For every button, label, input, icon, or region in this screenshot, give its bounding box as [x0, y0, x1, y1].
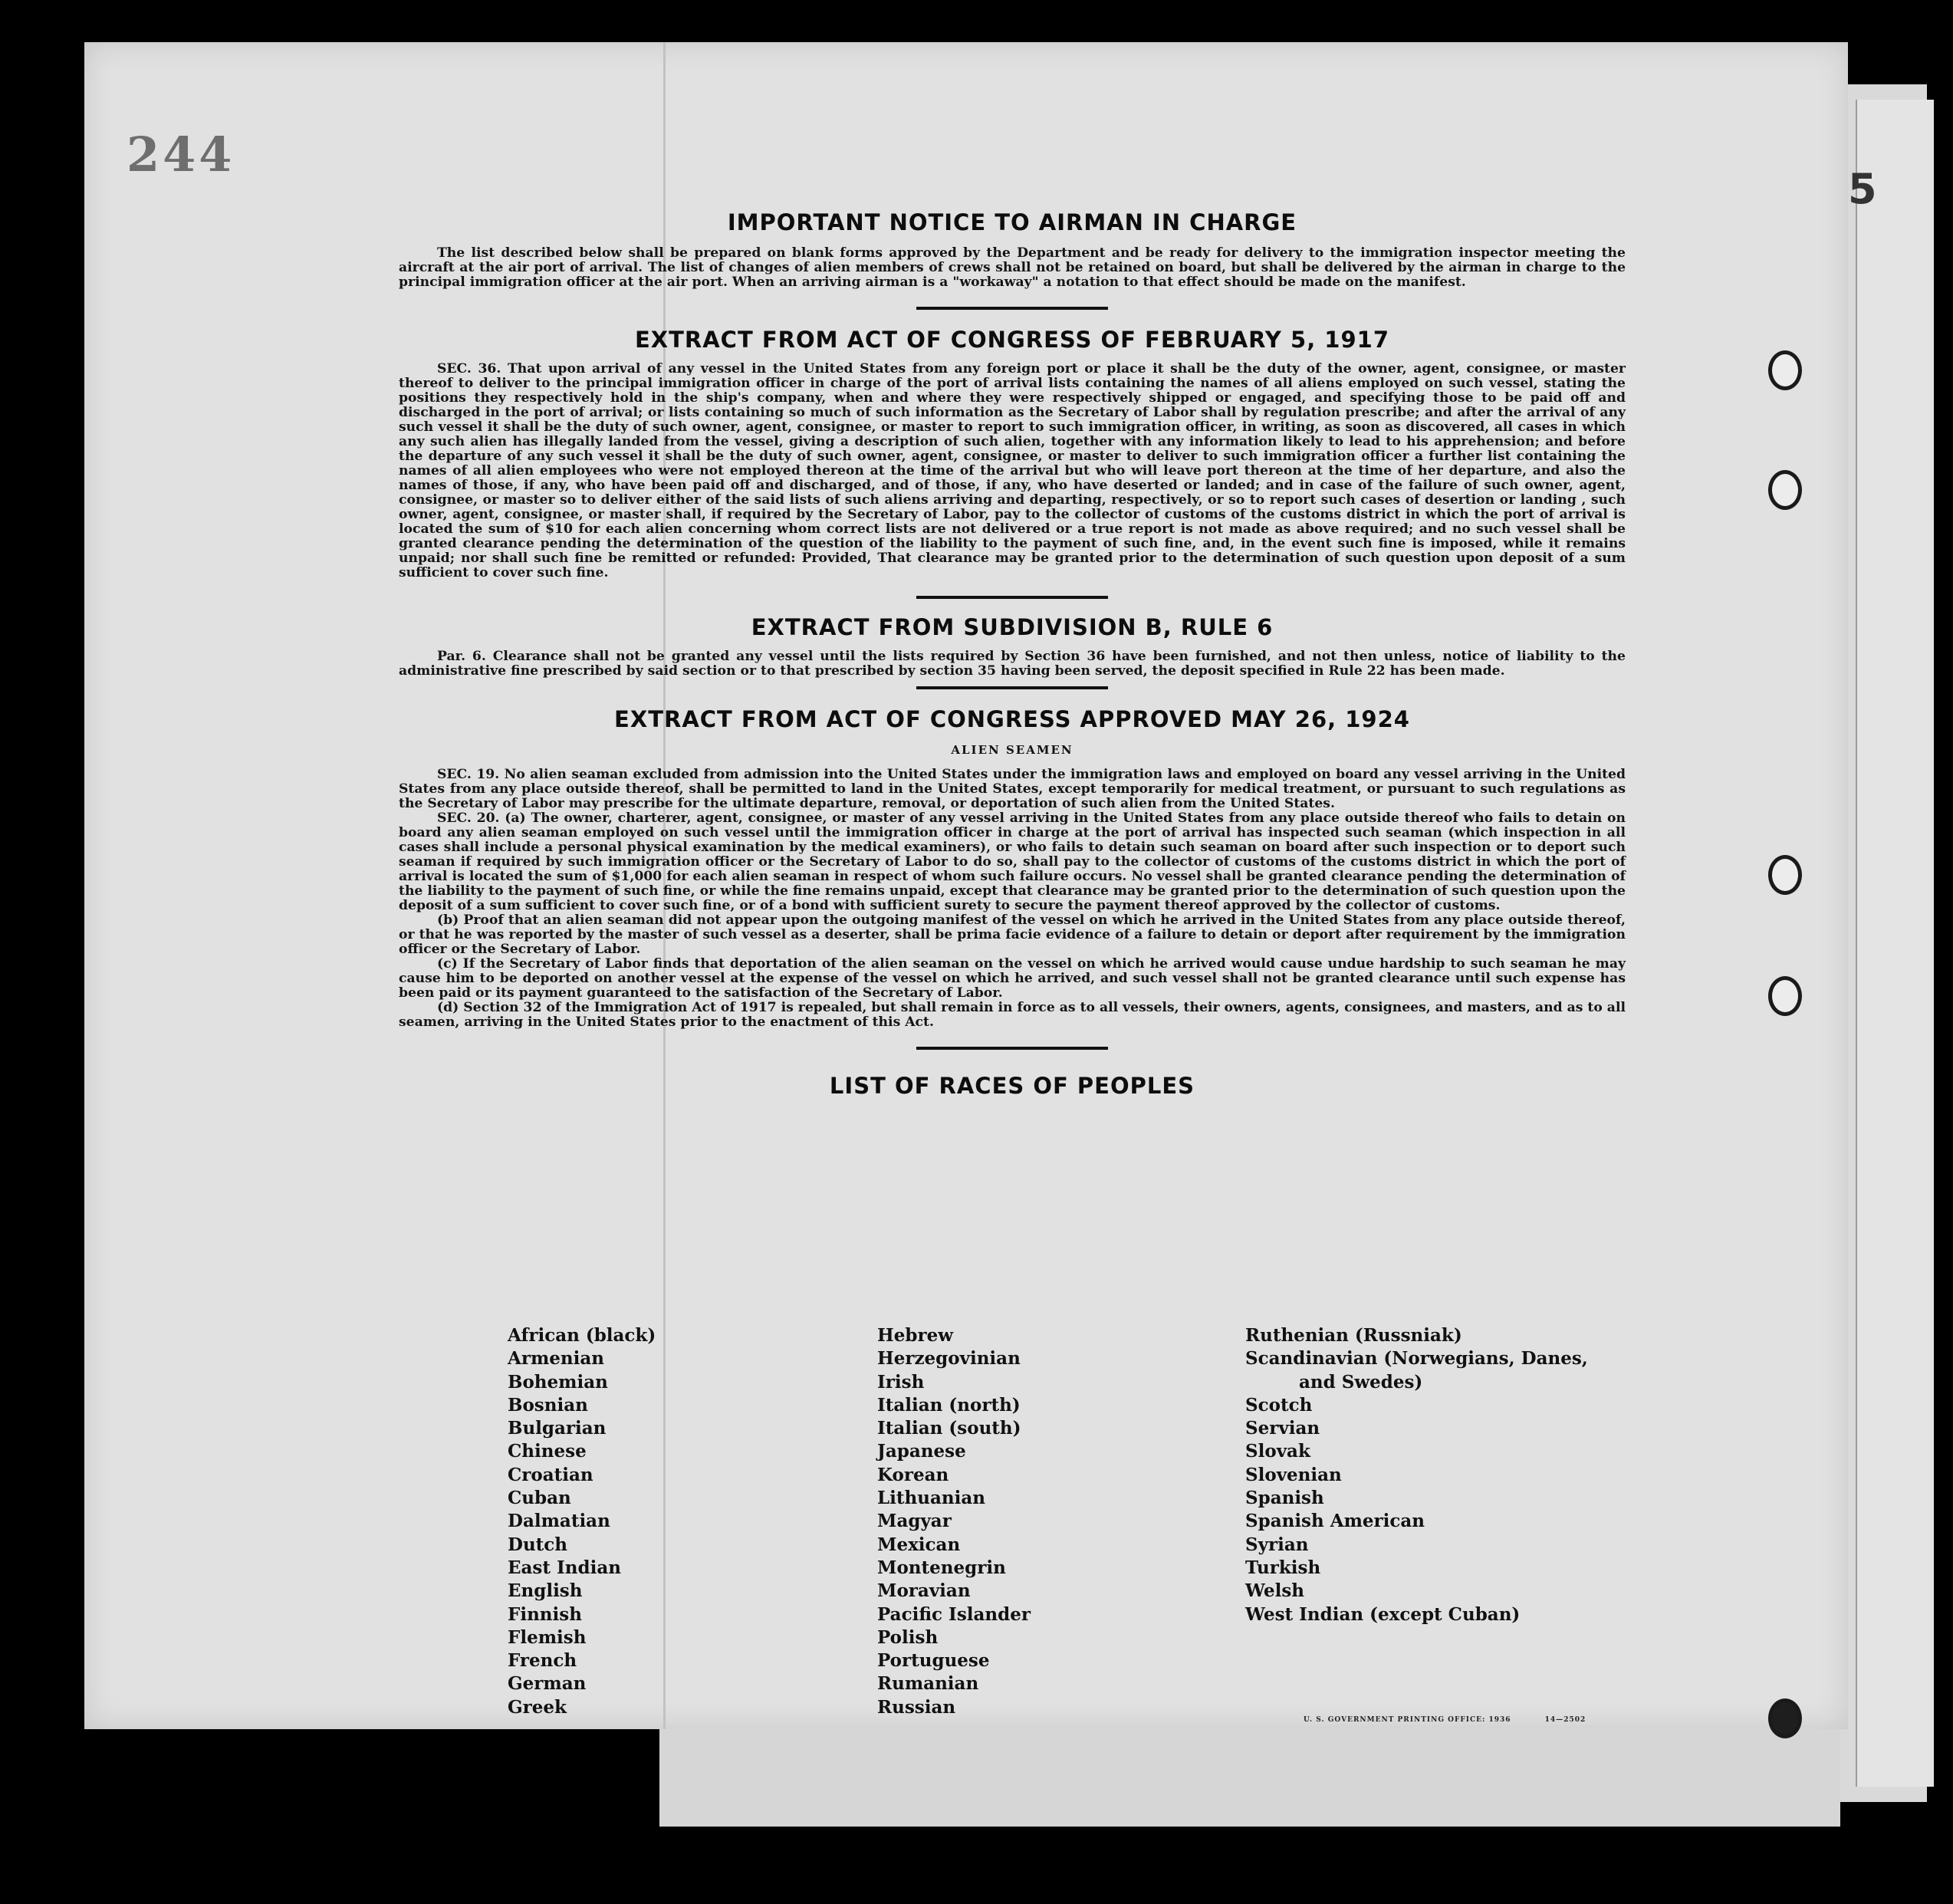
section-divider	[916, 1047, 1108, 1050]
race-item: West Indian (except Cuban)	[1245, 1603, 1521, 1625]
notice-paragraph: The list described below shall be prepared on blank forms approved by the Department and be ready for delivery to the immigration inspector meeting the aircraft at the air port of arrival. The list of changes of alien members of crews shall not be retained on board, but shall be delivered by the airman in charge to the principal immigration officer at the air port. When an arriving airman is a "workaway" a notation to that effect should be made on the manifest.	[399, 245, 1626, 290]
race-item: Bulgarian	[508, 1418, 607, 1439]
race-item: Ruthenian (Russniak)	[1245, 1325, 1462, 1346]
race-item: Armenian	[508, 1348, 605, 1370]
act-1924-title: EXTRACT FROM ACT OF CONGRESS APPROVED MAY 26, 1924	[614, 706, 1410, 732]
binder-hole-icon	[1768, 1698, 1802, 1738]
race-item: Dalmatian	[508, 1511, 610, 1532]
race-item: Irish	[877, 1371, 925, 1393]
notice-title: IMPORTANT NOTICE TO AIRMAN IN CHARGE	[727, 209, 1297, 235]
section-divider	[916, 307, 1108, 310]
race-item: Scandinavian (Norwegians, Danes,	[1245, 1348, 1588, 1370]
race-item: Spanish	[1245, 1488, 1324, 1509]
race-item: German	[508, 1673, 587, 1695]
race-item: Japanese	[877, 1441, 966, 1462]
race-item: East Indian	[508, 1557, 621, 1578]
race-item: English	[508, 1580, 583, 1602]
races-column-1	[508, 1324, 656, 1719]
race-item: French	[508, 1650, 577, 1672]
race-item: Magyar	[877, 1511, 952, 1532]
form-number: 14—2502	[1544, 1716, 1586, 1724]
race-item: Spanish American	[1245, 1511, 1425, 1532]
side-mark: 5	[1848, 165, 1877, 213]
sec-20d-paragraph: (d) Section 32 of the Immigration Act of 1917 is repealed, but shall remain in force as to all vessels, their owners, agents, consignees, and masters, and as to all seamen, arriving in the United States prior to the enactment of this Act.	[399, 1000, 1626, 1030]
race-item: Italian (north)	[877, 1394, 1021, 1416]
race-item: Cuban	[508, 1488, 571, 1509]
race-item: and Swedes)	[1299, 1371, 1423, 1393]
act-1924-subtitle: ALIEN SEAMEN	[951, 743, 1073, 757]
race-item: Portuguese	[877, 1650, 990, 1672]
race-item: Pacific Islander	[877, 1603, 1031, 1625]
races-title: LIST OF RACES OF PEOPLES	[829, 1073, 1195, 1099]
binder-hole-icon	[1768, 350, 1802, 390]
race-item: Welsh	[1245, 1580, 1304, 1602]
race-item: Chinese	[508, 1441, 587, 1462]
act-1917-title: EXTRACT FROM ACT OF CONGRESS OF FEBRUARY 5, 1917	[634, 327, 1390, 353]
printer-footer	[1304, 1716, 1586, 1724]
race-item: Bosnian	[508, 1394, 588, 1416]
race-item: Croatian	[508, 1464, 593, 1485]
race-item: Servian	[1245, 1418, 1320, 1439]
race-item: Greek	[508, 1696, 567, 1718]
sec-20b-paragraph: (b) Proof that an alien seaman did not appear upon the outgoing manifest of the vessel on which he arrived in the United States from any place outside thereof, or that he was reported by the master of such vessel as a deserter, shall be prima facie evidence of a failure to detain or deport after requirement by the immigration officer or the Secretary of Labor.	[399, 913, 1626, 957]
race-item: Mexican	[877, 1534, 961, 1555]
race-item: Korean	[877, 1464, 949, 1485]
document-content	[399, 165, 1626, 1099]
rule-6-paragraph: Par. 6. Clearance shall not be granted any vessel until the lists required by Section 36 have been furnished, and not then unless, notice of liability to the administrative fine prescribed by said section or to that prescribed by section 35 having been served, the deposit specified in Rule 22 has been made.	[399, 649, 1626, 679]
race-item: Italian (south)	[877, 1418, 1021, 1439]
races-column-3	[1245, 1324, 1588, 1626]
binder-hole-icon	[1768, 976, 1802, 1016]
sec-20c-paragraph: (c) If the Secretary of Labor finds that deportation of the alien seaman on the vessel on which he arrived would cause undue hardship to such seaman he may cause him to be deported on another vessel at the expense of the vessel on which he arrived, and such vessel shall not be granted clearance until such expense has been paid or its payment guaranteed to the satisfaction of the Secretary of Labor.	[399, 956, 1626, 1001]
race-item: Montenegrin	[877, 1557, 1006, 1578]
race-item: Syrian	[1245, 1534, 1309, 1555]
printer-credit: U. S. GOVERNMENT PRINTING OFFICE: 1936	[1304, 1716, 1511, 1724]
race-item: Herzegovinian	[877, 1348, 1021, 1370]
race-item: Slovenian	[1245, 1464, 1342, 1485]
race-item: Scotch	[1245, 1394, 1313, 1416]
races-column-2	[877, 1324, 1031, 1719]
binder-hole-icon	[1768, 470, 1802, 510]
section-divider	[916, 596, 1108, 599]
race-item: Polish	[877, 1626, 939, 1648]
rule-6-title: EXTRACT FROM SUBDIVISION B, RULE 6	[751, 614, 1274, 640]
back-sheet-layer	[1856, 100, 1934, 1787]
sec-20a-paragraph: SEC. 20. (a) The owner, charterer, agent, consignee, or master of any vessel arriving in the United States from any place outside thereof who fails to detain on board any alien seaman employed on such vessel until the immigration officer in charge at the port of arrival has inspected such seaman (which inspection in all cases shall include a personal physical examination by the medical examiners), or who fails to detain such seaman on board after such inspection or to deport such seaman if required by such immigration officer or the Secretary of Labor to do so, shall pay to the collector of customs of the customs district in which the port of arrival is located the sum of $1,000 for each alien seaman in respect of whom such failure occurs. No vessel shall be granted clearance pending the determination of the liability to the payment of such fine, or while the fine remains unpaid, except that clearance may be granted prior to the determination of such question upon the deposit of a sum sufficient to cover such fine, or of a bond with sufficient surety to secure the payment thereof approved by the collector of customs.	[399, 811, 1626, 913]
act-1917-paragraph: SEC. 36. That upon arrival of any vessel in the United States from any foreign port or place it shall be the duty of the owner, agent, consignee, or master thereof to deliver to the principal immigration officer in charge of the port of arrival lists containing the names of all aliens employed on such vessel, stating the positions they respectively hold in the ship's company, when and where they were respectively shipped or engaged, and specifying those to be paid off and discharged in the port of arrival; or lists containing so much of such information as the Secretary of Labor shall by regulation prescribe; and after the arrival of any such vessel it shall be the duty of such owner, agent, consignee, or master to report to such immigration officer, in writing, as soon as discovered, all cases in which any such alien has illegally landed from the vessel, giving a description of such alien, together with any information likely to lead to his apprehension; and before the departure of any such vessel it shall be the duty of such owner, agent, consignee, or master to deliver to such immigration officer a further list containing the names of all alien employees who were not employed thereon at the time of the arrival but who will leave port thereon at the time of her departure, and also the names of those, if any, who have been paid off and discharged, and of those, if any, who have deserted or landed; and in case of the failure of such owner, agent, consignee, or master so to deliver either of the said lists of such aliens arriving and departing, respectively, or so to report such cases of desertion or landing , such owner, agent, consignee, or master shall, if required by the Secretary of Labor, pay to the collector of customs of the customs district in which the port of arrival is located the sum of $10 for each alien concerning whom correct lists are not delivered or a true report is not made as above required; and no such vessel shall be granted clearance pending the determination of the question of the liability to the payment of such fine, and, in the event such fine is imposed, while it remains unpaid; nor shall such fine be remitted or refunded: Provided, That clearance may be granted prior to the determination of such question upon deposit of a sum sufficient to cover such fine.	[399, 361, 1626, 580]
binder-hole-icon	[1768, 855, 1802, 895]
race-item: Dutch	[508, 1534, 568, 1555]
race-item: Finnish	[508, 1603, 582, 1625]
race-item: Rumanian	[877, 1673, 979, 1695]
race-item: Bohemian	[508, 1371, 608, 1393]
race-item: Hebrew	[877, 1325, 953, 1346]
race-item: Moravian	[877, 1580, 971, 1602]
race-item: Russian	[877, 1696, 956, 1718]
section-divider	[916, 686, 1108, 689]
race-item: Lithuanian	[877, 1488, 985, 1509]
document-sheet	[84, 42, 1877, 1729]
sec-19-paragraph: SEC. 19. No alien seaman excluded from admission into the United States under the immigration laws and employed on board any vessel arriving in the United States from any place outside thereof, shall be permitted to land in the United States, except temporarily for medical treatment, or pursuant to such regulations as the Secretary of Labor may prescribe for the ultimate departure, removal, or deportation of such alien from the United States.	[399, 767, 1626, 811]
race-item: Flemish	[508, 1626, 587, 1648]
page-number: 244	[127, 127, 235, 183]
race-item: African (black)	[508, 1325, 656, 1346]
race-item: Turkish	[1245, 1557, 1321, 1578]
race-item: Slovak	[1245, 1441, 1310, 1462]
